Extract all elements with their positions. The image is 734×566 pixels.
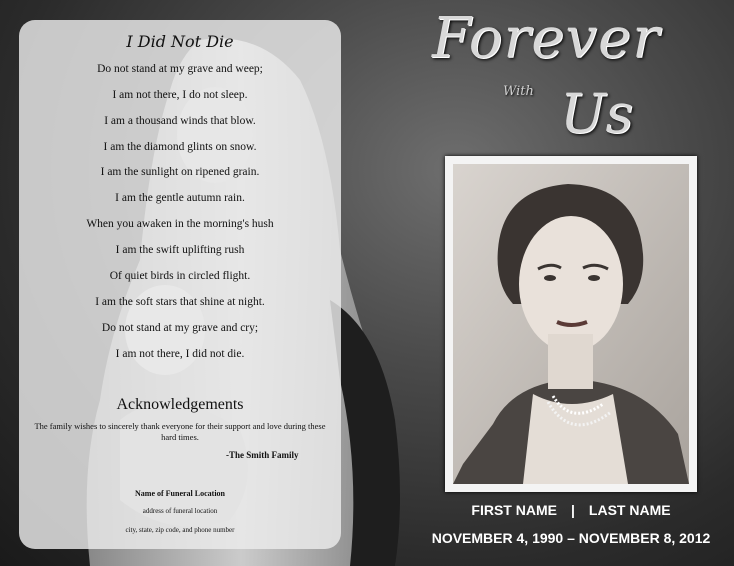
poem-line: I am not there, I did not die. (115, 348, 245, 360)
poem-line: I am the gentle autumn rain. (115, 192, 245, 204)
poem-panel (19, 20, 341, 549)
portrait-frame (445, 156, 697, 492)
acknowledgements-text: The family wishes to sincerely thank everyone for their support and love during these hard times. (34, 421, 326, 442)
poem-line: I am the soft stars that shine at night. (95, 296, 265, 308)
funeral-location-address: address of funeral location (142, 507, 218, 515)
deceased-name (430, 502, 712, 518)
poem-line: When you awaken in the morning's hush (86, 218, 274, 230)
header-with: With (503, 84, 534, 99)
poem-line: I am the sunlight on ripened grain. (100, 166, 260, 178)
last-name: LAST NAME (588, 502, 671, 518)
poem-line: I am the swift uplifting rush (115, 244, 245, 256)
funeral-location-name: Name of Funeral Location (135, 489, 225, 498)
portrait-photo (453, 164, 689, 484)
poem-line: Of quiet birds in circled flight. (109, 270, 251, 282)
acknowledgements-title: Acknowledgements (116, 396, 244, 413)
acknowledgements-signature: -The Smith Family (226, 450, 299, 460)
header-forever: Forever (432, 6, 660, 71)
funeral-location-city: city, state, zip code, and phone number (125, 526, 235, 534)
poem-line: I am not there, I do not sleep. (112, 89, 248, 101)
poem-line: Do not stand at my grave and cry; (101, 322, 259, 334)
poem-line: I am the diamond glints on snow. (103, 141, 257, 153)
name-separator: | (570, 502, 575, 518)
poem-line: Do not stand at my grave and weep; (97, 63, 263, 75)
header-us: Us (560, 82, 634, 145)
poem-line: I am a thousand winds that blow. (104, 115, 256, 127)
first-name: FIRST NAME (471, 502, 557, 518)
life-dates: NOVEMBER 4, 1990 – NOVEMBER 8, 2012 (431, 530, 711, 546)
poem-title: I Did Not Die (126, 32, 234, 51)
